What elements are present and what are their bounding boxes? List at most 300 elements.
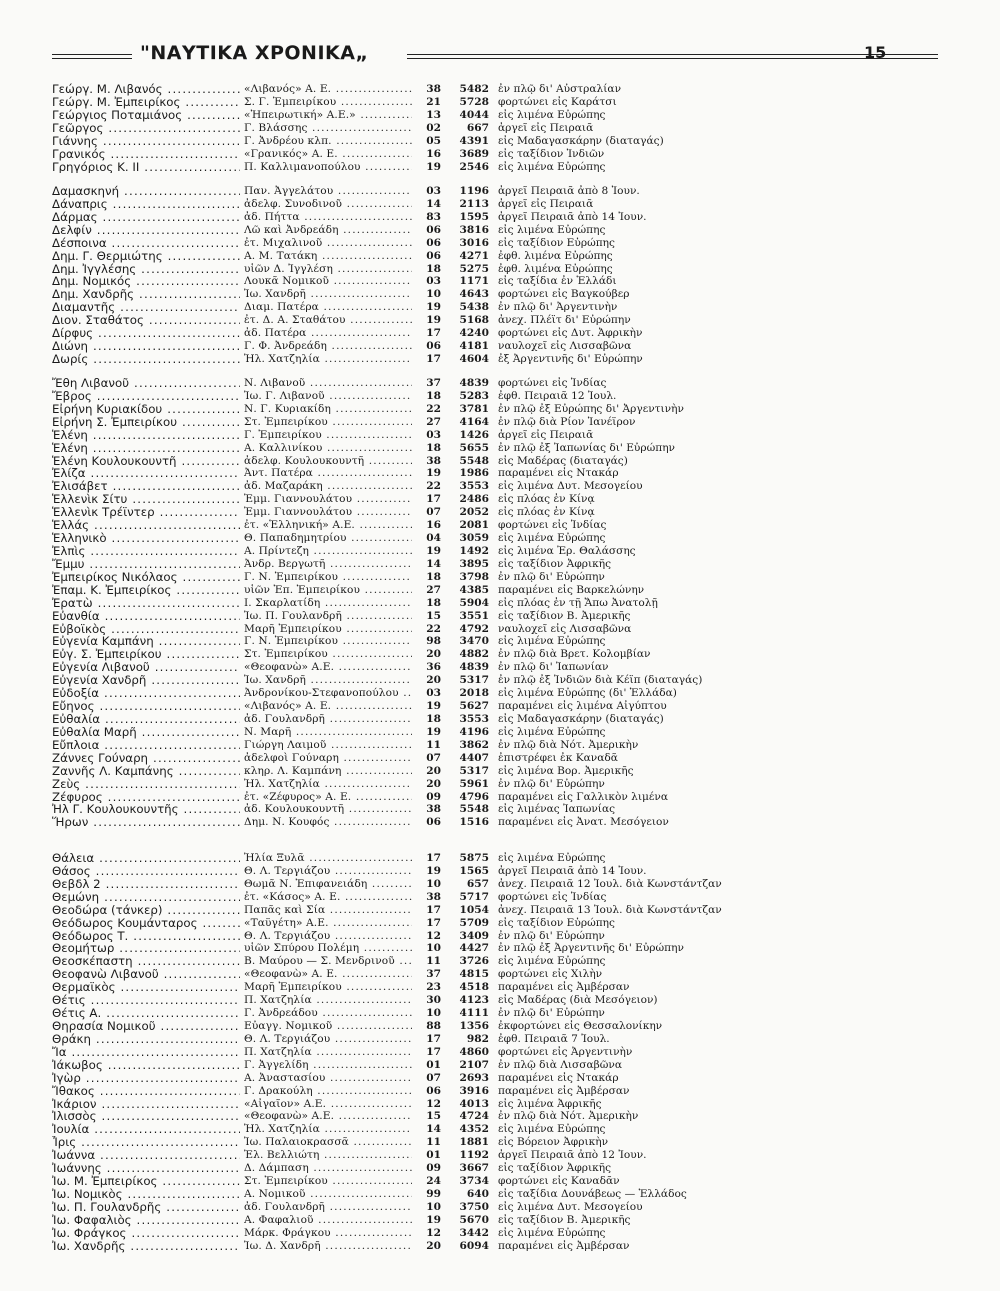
ship-name: Δίρφυς ..... [52,327,240,340]
magazine-title: "ΝΑΥΤΙΚΑ ΧΡΟΝΙΚΑ„ [140,42,369,64]
table-row [0,891,1000,904]
owner-name: Π. Χατζηλία ..... [244,994,412,1007]
owner-name: Ἠλ. Χατζηλία ..... [244,353,412,366]
table-row [0,1072,1000,1085]
registry-code: 38 [426,890,441,903]
owner-name: Δημ. Ν. Κουφός ..... [244,816,412,829]
ship-name: Δάναπρις ..... [52,198,240,211]
status-note: ἀργεῖ εἰς Πειραιᾶ [498,121,594,134]
table-row [0,648,1000,661]
ship-name: Ἰω. Νομικὸς ..... [52,1188,240,1201]
tonnage: 6094 [459,1239,489,1252]
tonnage: 3895 [459,557,489,570]
ship-name: Ἶρις ..... [52,1136,240,1149]
table-row [0,558,1000,571]
owner-name: Ἐλ. Βελλιώτη ..... [244,1149,412,1162]
owner-name: «Γρανικός» Α. Ε. ..... [244,148,412,161]
registry-code: 21 [426,95,441,108]
tonnage: 2546 [459,160,489,173]
ship-name: Ἑλλάς ..... [52,519,240,532]
status-note: παραμένει εἰς Βαρκελώνην [498,583,645,596]
ship-name: Θάσος ..... [52,865,240,878]
table-row [0,930,1000,943]
ship-name: Εὔπλοια ..... [52,739,240,752]
registry-code: 22 [426,402,441,415]
table-row [0,506,1000,519]
owner-name: Ἰω. Γ. Λιβανοῦ ..... [244,390,412,403]
table-row [0,545,1000,558]
registry-code: 38 [426,83,441,95]
ship-name: Εὐανθία ..... [52,610,240,623]
tonnage: 4196 [459,725,489,738]
tonnage: 4164 [459,415,489,428]
status-note: εἰς Μαδαγασκάρην (διαταγάς) [498,712,664,725]
status-note: ἐκφορτώνει εἰς Θεσσαλονίκην [498,1019,663,1032]
owner-name: Β. Μαύρου — Σ. Μενδρινοῦ ..... [244,955,412,968]
table-row [0,455,1000,468]
tonnage: 2486 [459,493,489,506]
status-note: παραμένει εἰς Ἀμβέρσαν [498,1084,630,1097]
registry-code: 20 [426,777,441,790]
status-note: ἀργεῖ Πειραιᾶ ἀπὸ 14 Ἰουν. [498,210,647,223]
table-row [0,1175,1000,1188]
tonnage: 1881 [459,1136,489,1149]
ship-name: Δαμασκηνή ..... [52,185,240,198]
owner-name: «Θεοφανὼ» Α. Ε. ..... [244,968,412,981]
table-row [0,1020,1000,1033]
table-row [0,623,1000,636]
table-row [0,968,1000,981]
table-row [0,340,1000,353]
registry-code: 12 [426,929,441,942]
table-row [0,778,1000,791]
tonnage: 1426 [459,428,489,441]
owner-name: «Θεοφανὼ» Α.Ε. ..... [244,661,412,674]
owner-name: Μαρῆ Ἐμπειρίκου ..... [244,981,412,994]
tonnage: 982 [466,1032,489,1045]
tonnage: 4407 [459,751,489,764]
registry-code: 09 [426,790,441,803]
owner-name: Ἐμμ. Γιαννουλάτου ..... [244,506,412,519]
owner-name: Π. Χατζηλία ..... [244,1046,412,1059]
status-note: εἰς ταξίδιον Ἰνδιῶν [498,147,605,160]
tonnage: 640 [466,1187,489,1200]
ship-name: Ἐλισάβετ ..... [52,480,240,493]
tonnage: 5709 [459,916,489,929]
ship-name: Ἰωάννα ..... [52,1149,240,1162]
registry-code: 07 [426,751,441,764]
registry-code: 06 [426,249,441,262]
owner-name: ἀδ. Γουλανδρῆ ..... [244,713,412,726]
ship-name: Ἑλλενὶκ Σίτυ ..... [52,493,240,506]
registry-code: 03 [426,275,441,288]
owner-name: Ν. Μαρῆ ..... [244,726,412,739]
tonnage: 3862 [459,738,489,751]
tonnage: 3689 [459,147,489,160]
table-row [0,519,1000,532]
ship-name: Θηρασία Νομικοῦ ..... [52,1020,240,1033]
status-note: εἰς ταξίδιον Εὐρώπης [498,916,615,929]
ship-name: Ἰκάριον ..... [52,1098,240,1111]
registry-code: 01 [426,1058,441,1071]
status-note: ἐν πλῷ ἐξ Ἀργεντινῆς δι' Εὐρώπην [498,942,684,955]
owner-name: Γ. Ν. Ἐμπειρίκου ..... [244,571,412,584]
owner-name: Ἠλ. Χατζηλία ..... [244,778,412,791]
status-note: φορτώνει εἰς Χιλὴν [498,968,603,981]
ship-name: Δημ. Χανδρῆς ..... [52,288,240,301]
table-row [0,493,1000,506]
table-row [0,597,1000,610]
status-note: ἐν πλῷ δι' Εὐρώπην [498,1007,605,1020]
status-note: φορτώνει εἰς Δυτ. Ἀφρικὴν [498,327,643,340]
registry-code: 10 [426,1007,441,1020]
table-row [0,480,1000,493]
ship-name: Θεοσκέπαστη ..... [52,955,240,968]
ship-name: Ἰω. Φράγκος ..... [52,1227,240,1240]
tonnage: 2081 [459,519,489,532]
ship-name: Ἰω. Φαφαλιὸς ..... [52,1214,240,1227]
owner-name: Μαρῆ Ἐμπειρίκου ..... [244,623,412,636]
owner-name: Ν. Λιβανοῦ ..... [244,377,412,390]
registry-code: 37 [426,968,441,981]
table-row [0,122,1000,135]
table-row [0,198,1000,211]
owner-name: Στ. Ἐμπειρίκου ..... [244,1175,412,1188]
registry-code: 13 [426,108,441,121]
owner-name: Α. Μ. Τατάκη ..... [244,250,412,263]
registry-code: 18 [426,712,441,725]
registry-code: 19 [426,314,441,327]
ship-name: Δάρμας ..... [52,211,240,224]
table-row [0,674,1000,687]
status-note: φορτώνει εἰς Καναδᾶν [498,1175,620,1188]
tonnage: 1192 [459,1149,489,1162]
owner-name: Σ. Γ. Ἐμπειρίκου ..... [244,96,412,109]
tonnage: 3553 [459,712,489,725]
owner-name: ἐτ. «Κάσος» Α. Ε. ..... [244,891,412,904]
ship-name: Δελφίν ..... [52,224,240,237]
registry-code: 16 [426,519,441,532]
registry-code: 03 [426,428,441,441]
status-note: εἰς ταξίδιον Β. Ἀμερικῆς [498,1213,631,1226]
registry-code: 19 [426,700,441,713]
tonnage: 4724 [459,1110,489,1123]
registry-code: 19 [426,544,441,557]
registry-code: 10 [426,877,441,890]
tonnage: 3442 [459,1226,489,1239]
ship-name: Διον. Σταθάτος ..... [52,314,240,327]
tonnage: 5717 [459,890,489,903]
tonnage: 3916 [459,1084,489,1097]
status-note: εἰς λιμένα Δυτ. Μεσογείου [498,1200,643,1213]
status-note: εἰς λιμένα Εὐρώπης [498,532,606,545]
status-note: ἐν πλῷ δι' Εὐρώπην [498,570,605,583]
ship-name: Ἐμπειρίκος Νικόλαος ..... [52,571,240,584]
ship-name: Ἠλ Γ. Κουλουκουντῆς ..... [52,803,240,816]
status-note: εἰς λιμένα Ἐρ. Θαλάσσης [498,544,636,557]
tonnage: 4352 [459,1123,489,1136]
ship-name: Ἰωάννης ..... [52,1162,240,1175]
owner-name: ἀδελφοὶ Γούναρη ..... [244,752,412,765]
ship-name: Θράκη ..... [52,1033,240,1046]
ship-name: Θεόδωρος Κουμάνταρος ..... [52,917,240,930]
registry-code: 20 [426,648,441,661]
status-note: ἐν πλῷ δι' Αὐστραλίαν [498,83,622,95]
owner-name: Ἐμμ. Γιαννουλάτου ..... [244,493,412,506]
ship-name: Ἑλληνικὸ ..... [52,532,240,545]
tonnage: 5317 [459,674,489,687]
owner-name: Παπᾶς καὶ Σία ..... [244,904,412,917]
table-row [0,1123,1000,1136]
owner-name: κληρ. Λ. Καμπάνη ..... [244,765,412,778]
ship-name: Θεβδλ 2 ..... [52,878,240,891]
ship-name: Ζεὺς ..... [52,778,240,791]
owner-name: Δ. Δάμπαση ..... [244,1162,412,1175]
tonnage: 1986 [459,467,489,480]
tonnage: 667 [466,121,489,134]
status-note: εἰς λιμένα Εὐρώπης [498,725,606,738]
status-note: παραμένει εἰς Ντακάρ [498,1071,619,1084]
table-row [0,852,1000,865]
status-note: εἰς ταξίδιον Εὐρώπης [498,236,615,249]
owner-name: Στ. Ἐμπειρίκου ..... [244,416,412,429]
table-row [0,1201,1000,1214]
owner-name: Ἀνδρ. Βεργωτῆ ..... [244,558,412,571]
tonnage: 5548 [459,454,489,467]
owner-name: «Λιβανός» Α. Ε. ..... [244,700,412,713]
owner-name: Α. Φαφαλιοῦ ..... [244,1214,412,1227]
table-row [0,661,1000,674]
tonnage: 4796 [459,790,489,803]
ship-name: Ἔβρος ..... [52,390,240,403]
status-note: ἐξ Ἀργεντινῆς δι' Εὐρώπην [498,352,643,365]
registry-code: 01 [426,1149,441,1162]
registry-code: 18 [426,570,441,583]
ship-name: Δημ. Νομικός ..... [52,275,240,288]
status-note: ἐν πλῷ διὰ Ρίον Ἰανέϊρον [498,415,636,428]
registry-code: 11 [426,1136,441,1149]
tonnage: 3798 [459,570,489,583]
tonnage: 4882 [459,648,489,661]
table-row [0,237,1000,250]
status-note: ναυλοχεῖ εἰς Λισσαβῶνα [498,340,632,353]
status-note: εἰς ταξίδιον Ἀφρικῆς [498,1162,612,1175]
page-number: 15 [864,43,887,62]
status-note: εἰς λιμένα Εὐρώπης [498,635,606,648]
status-note: εἰς λιμένα Εὐρώπης [498,1123,606,1136]
status-note: εἰς λιμένα Ἀφρικῆς [498,1097,602,1110]
owner-name: Ἠλ. Χατζηλία ..... [244,1123,412,1136]
registry-code: 11 [426,955,441,968]
tonnage: 4643 [459,288,489,301]
tonnage: 657 [466,877,489,890]
ship-name: Δωρίς ..... [52,353,240,366]
status-note: παραμένει εἰς λιμένα Αἰγύπτου [498,700,667,713]
tonnage: 4271 [459,249,489,262]
registry-code: 36 [426,661,441,674]
ship-name: Εἰρήνη Σ. Ἐμπειρίκου ..... [52,416,240,429]
status-note: ἐν πλῷ ἐξ Ἰνδιῶν διὰ Κέϊπ (διαταγάς) [498,674,703,687]
tonnage: 5655 [459,441,489,454]
status-note: ἐν πλῷ διὰ Βρετ. Κολομβίαν [498,648,651,661]
tonnage: 5904 [459,596,489,609]
ship-name: Εὐβοϊκὸς ..... [52,623,240,636]
ship-name: Ἰω. Μ. Ἐμπειρίκος ..... [52,1175,240,1188]
tonnage: 3016 [459,236,489,249]
owner-name: ἐτ. «Ζέφυρος» Α. Ε. ..... [244,791,412,804]
owner-name: Α. Ἀναστασίου ..... [244,1072,412,1085]
tonnage: 4391 [459,134,489,147]
table-row [0,1098,1000,1111]
ship-name: Θεόδωρος Τ. ..... [52,930,240,943]
ship-name: Εὐγενία Καμπάνη ..... [52,635,240,648]
registry-code: 03 [426,185,441,197]
registry-code: 17 [426,352,441,365]
table-row [0,752,1000,765]
status-note: ἀργεῖ εἰς Πειραιᾶ [498,197,594,210]
table-row [0,83,1000,96]
table-row [0,981,1000,994]
registry-code: 88 [426,1019,441,1032]
registry-code: 06 [426,1084,441,1097]
registry-code: 83 [426,210,441,223]
ship-name: Ἰω. Π. Γουλανδρῆς ..... [52,1201,240,1214]
table-row [0,816,1000,829]
ship-name: Ἔμμυ ..... [52,558,240,571]
owner-name: Ἰω. Π. Γουλανδρῆ ..... [244,610,412,623]
owner-name: Γ. Φ. Ἀνδρεάδη ..... [244,340,412,353]
registry-code: 06 [426,223,441,236]
table-row [0,161,1000,174]
table-row [0,726,1000,739]
table-row [0,1188,1000,1201]
ship-name: Ζάννες Γούναρη ..... [52,752,240,765]
registry-code: 07 [426,506,441,519]
tonnage: 5728 [459,95,489,108]
owner-name: «Αἰγαῖον» Α.Ε. ..... [244,1098,412,1111]
tonnage: 5875 [459,852,489,864]
owner-name: «Ἠπειρωτική» Α.Ε.» ..... [244,109,412,122]
table-row [0,442,1000,455]
registry-code: 20 [426,674,441,687]
table-row [0,1240,1000,1253]
registry-code: 18 [426,596,441,609]
owner-name: Γ. Ἀνδρεάδου ..... [244,1007,412,1020]
status-note: εἰς λιμένας Ἰαπωνίας [498,803,616,816]
ship-name: Γεώργ. Μ. Ἐμπειρίκος ..... [52,96,240,109]
ship-name: Θάλεια ..... [52,852,240,865]
tonnage: 5548 [459,803,489,816]
registry-code: 02 [426,121,441,134]
status-note: ἐφθ. Πειραιᾶ 7 Ἰουλ. [498,1032,610,1045]
table-row [0,390,1000,403]
table-row [0,377,1000,390]
table-row [0,1046,1000,1059]
tonnage: 4604 [459,352,489,365]
registry-code: 99 [426,1187,441,1200]
table-row [0,739,1000,752]
table-row [0,211,1000,224]
registry-code: 22 [426,622,441,635]
tonnage: 5168 [459,314,489,327]
table-row [0,148,1000,161]
table-row [0,224,1000,237]
register-section [0,83,1000,173]
owner-name: Ι. Σκαρλατίδη ..... [244,597,412,610]
owner-name: ἀδ. Κουλουκουντῆ ..... [244,803,412,816]
register-section [0,185,1000,366]
status-note: φορτώνει εἰς Ἀργεντινὴν [498,1045,633,1058]
table-row [0,791,1000,804]
ship-name: Εὐγενία Λιβανοῦ ..... [52,661,240,674]
owner-name: Μάρκ. Φράγκου ..... [244,1227,412,1240]
ship-name: Ἑλένη ..... [52,442,240,455]
owner-name: Εὐαγγ. Νομικοῦ ..... [244,1020,412,1033]
table-row [0,263,1000,276]
ship-name: Ἔθη Λιβανοῦ ..... [52,377,240,390]
tonnage: 4792 [459,622,489,635]
owner-name: υἱῶν Δ. Ἰγγλέση ..... [244,263,412,276]
status-note: ἐν πλῷ δι' Εὐρώπην [498,777,605,790]
registry-code: 05 [426,134,441,147]
owner-name: «Ταϋγέτη» Α.Ε. ..... [244,917,412,930]
registry-code: 17 [426,327,441,340]
registry-code: 38 [426,454,441,467]
registry-code: 16 [426,147,441,160]
register-section [0,377,1000,829]
ship-name: Εὐγενία Χανδρῆ ..... [52,674,240,687]
registry-code: 17 [426,493,441,506]
status-note: ἐν πλῷ ἐξ Ἰαπωνίας δι' Εὐρώπην [498,441,675,454]
status-note: εἰς πλόας ἐν τῇ Ἄπω Ἀνατολῇ [498,596,658,609]
owner-name: Θ. Λ. Τεργιάζου ..... [244,865,412,878]
status-note: εἰς λιμένα Εὐρώπης [498,1226,606,1239]
status-note: φορτώνει εἰς Ἰνδίας [498,519,607,532]
table-row [0,403,1000,416]
registry-code: 04 [426,532,441,545]
table-row [0,942,1000,955]
table-row [0,185,1000,198]
registry-code: 18 [426,262,441,275]
status-note: παραμένει εἰς Γαλλικὸν λιμένα [498,790,668,803]
ship-name: Ἰουλία ..... [52,1123,240,1136]
owner-name: Π. Καλλιμανοπούλου ..... [244,161,412,174]
owner-name: ἐτ. Δ. Α. Σταθάτου ..... [244,314,412,327]
table-row [0,571,1000,584]
ship-name: Δέσποινα ..... [52,237,240,250]
tonnage: 3734 [459,1175,489,1188]
owner-name: Θωμᾶ Ν. Ἐπιφανειάδη ..... [244,878,412,891]
ship-name: Ἑλένη Κουλουκουντῆ ..... [52,455,240,468]
status-note: φορτώνει εἰς Βαγκούβερ [498,288,630,301]
header-rule-right [888,54,938,59]
owner-name: Γ. Ν. Ἐμπειρίκου ..... [244,635,412,648]
ship-name: Δημ. Γ. Θερμιώτης ..... [52,250,240,263]
owner-name: Γ. Ἀνδρέου κλπ. ..... [244,135,412,148]
owner-name: Ἠλία Ξυλᾶ ..... [244,852,412,865]
status-note: ἀνεχ. Πλέϊτ δι' Εὐρώπην [498,314,631,327]
table-row [0,904,1000,917]
owner-name: Α. Νομικοῦ ..... [244,1188,412,1201]
ship-name: Δημ. Ἰγγλέσης ..... [52,263,240,276]
owner-name: ἀδ. Μαζαράκη ..... [244,480,412,493]
tonnage: 4385 [459,583,489,596]
table-row [0,687,1000,700]
page-header [52,40,938,68]
status-note: εἰς λιμένα Δυτ. Μεσογείου [498,480,643,493]
tonnage: 1356 [459,1019,489,1032]
registry-code: 98 [426,635,441,648]
